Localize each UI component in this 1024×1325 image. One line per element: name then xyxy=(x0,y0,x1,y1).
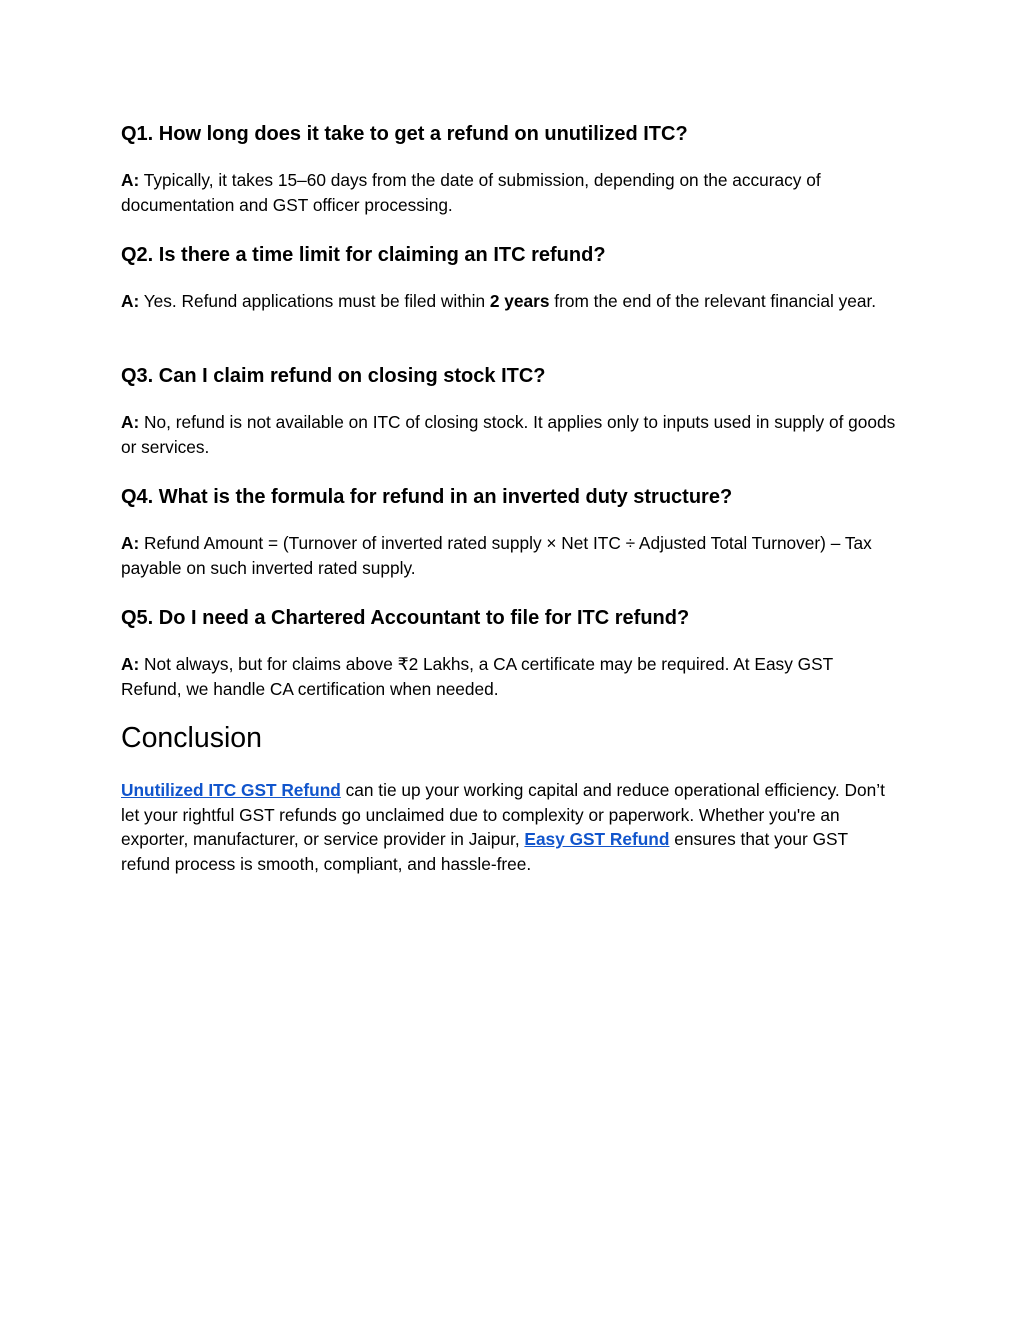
faq-question-1: Q1. How long does it take to get a refund on unutilized ITC? xyxy=(121,123,688,145)
answer-text: Typically, it takes 15–60 days from the date of submission, depending on the accuracy of documentation and GST officer processing. xyxy=(121,170,821,215)
answer-text: from the end of the relevant financial year. xyxy=(549,291,877,311)
unutilized-itc-gst-refund-link[interactable]: Unutilized ITC GST Refund xyxy=(121,780,341,800)
faq-answer-2 xyxy=(121,289,896,314)
answer-text: No, refund is not available on ITC of closing stock. It applies only to inputs used in supply of goods or services. xyxy=(121,412,896,457)
answer-text: Refund Amount = (Turnover of inverted rated supply × Net ITC ÷ Adjusted Total Turnover) – Tax payable on such inverted rated supply. xyxy=(121,533,872,578)
answer-bold-text: 2 years xyxy=(489,291,550,311)
conclusion-paragraph xyxy=(121,778,896,876)
faq-question-5: Q5. Do I need a Chartered Accountant to file for ITC refund? xyxy=(121,607,690,629)
conclusion-text: ensures that your GST refund process is smooth, compliant, and hassle-free. xyxy=(121,829,848,874)
easy-gst-refund-link[interactable]: Easy GST Refund xyxy=(524,829,670,849)
answer-label: A: xyxy=(121,170,140,190)
faq-answer-1 xyxy=(121,168,896,217)
faq-question-3: Q3. Can I claim refund on closing stock ITC? xyxy=(121,365,546,387)
faq-question-4: Q4. What is the formula for refund in an inverted duty structure? xyxy=(121,486,733,508)
answer-label: A: xyxy=(121,654,140,674)
faq-answer-5 xyxy=(121,652,896,701)
faq-answer-4 xyxy=(121,531,896,580)
answer-label: A: xyxy=(121,533,140,553)
answer-text: Yes. Refund applications must be filed within xyxy=(139,291,490,311)
faq-answer-3 xyxy=(121,410,896,459)
conclusion-heading: Conclusion xyxy=(121,722,262,754)
answer-text: Not always, but for claims above ₹2 Lakhs, a CA certificate may be required. At Easy GST Refund, we handle CA certification when needed. xyxy=(121,654,833,699)
conclusion-text: can tie up your working capital and reduce operational efficiency. Don’t let your rightful GST refunds go unclaimed due to complexity or paperwork. Whether you're an exporter, manufacturer, or service provider in Jaipur, xyxy=(121,780,885,849)
faq-question-2: Q2. Is there a time limit for claiming an ITC refund? xyxy=(121,244,606,266)
answer-label: A: xyxy=(121,291,140,311)
answer-label: A: xyxy=(121,412,140,432)
